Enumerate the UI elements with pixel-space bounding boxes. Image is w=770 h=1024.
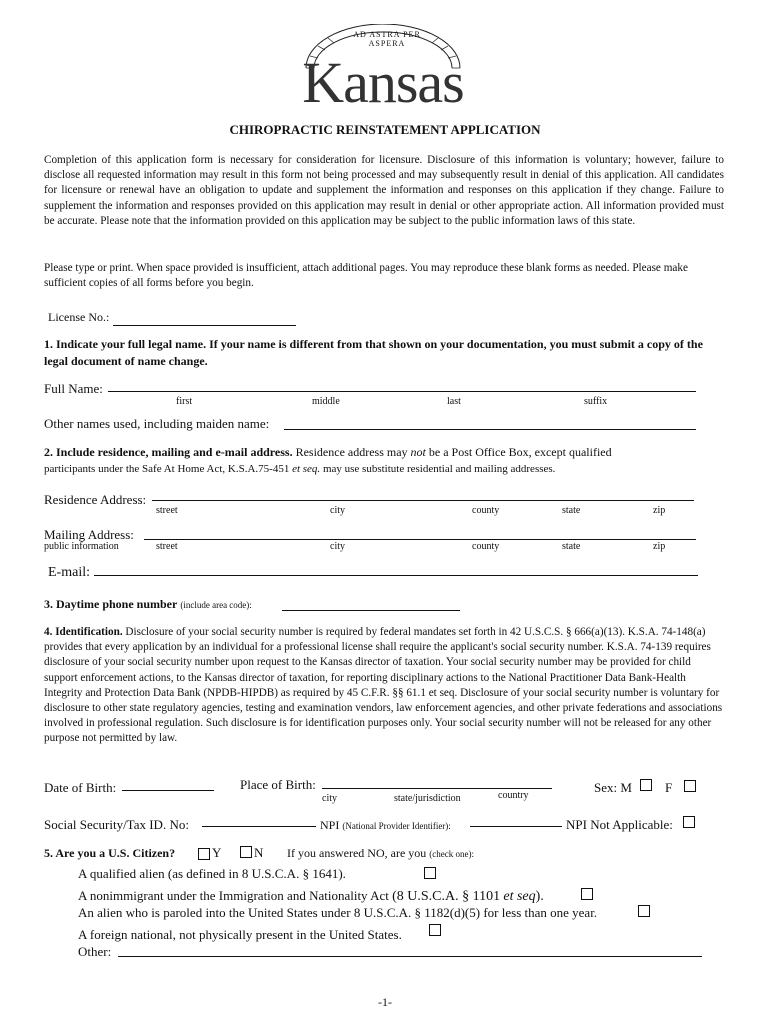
pob-field[interactable] [322,788,552,789]
license-field[interactable] [113,325,296,326]
section5-heading: 5. Are you a U.S. Citizen? [44,846,176,860]
section4-text: Disclosure of your social security number is required by federal mandates set forth in 42 U.S.C.S. § 666(a)(13). K.S.A. 74-148(a) provides that every application by an individual for a professional license shall require the applicant's social security number. K.S.A. 74-139 requires disclosure of your social security number upon request to the Kansas director of taxation. Your social security number may be provided for child support enforcement actions, to the Kansas director of taxation, for reporting disciplinary actions to the National Practitioner Data Bank-Health Integrity and Protection Data Bank (NPDB-HIPDB) as required by 45 C.F.R. §§ 61.1 et seq. Disclosure of your social security number is voluntary for disclosure to other state regulatory agencies, testing and examination vendors, law enforcement agencies, and other private federations and associations involved in professional regulation. Such disclosure is for identification purposes only. Your social security number will not be released for any other purpose not permitted by law. [44,626,723,745]
opt3-label: An alien who is paroled into the United States under 8 U.S.C.A. § 1182(d)(5) for less than one year. [78,905,598,920]
other-field[interactable] [118,956,702,957]
section2-line2-a: participants under the Safe At Home Act, K.S.A.75-451 [44,463,290,475]
check-one-note: (check one): [429,849,475,859]
mail-sub-city: city [330,541,345,552]
res-sub-city: city [330,505,345,516]
full-name-field[interactable] [108,391,696,392]
dob-field[interactable] [122,790,214,791]
opt2-d: ). [535,889,544,904]
res-sub-county: county [472,505,500,516]
opt4-checkbox[interactable] [429,924,441,936]
opt2-label [78,888,544,905]
mail-sub-state: state [562,541,581,552]
sex-f-label: F [665,780,673,795]
name-sub-last: last [447,396,461,407]
mail-sub-zip: zip [653,541,666,552]
instructions-paragraph: Please type or print. When space provided is insufficient, attach additional pages. You may reproduce these blank forms as needed. Please make sufficient copies of all forms before you begin. [44,262,688,290]
opt3-checkbox[interactable] [638,905,650,917]
npi-field[interactable] [470,826,562,827]
section2-heading-b: be a Post Office Box, except qualified [428,445,612,459]
name-sub-middle: middle [312,396,340,407]
opt4-label: A foreign national, not physically present in the United States. [78,927,402,942]
ssn-label: Social Security/Tax ID. No: [44,817,189,832]
opt2-b: (8 U.S.C.A. § 1101 [392,889,501,904]
res-sub-state: state [562,505,581,516]
kansas-logo [288,24,478,115]
email-label: E-mail: [48,565,90,580]
page-title: CHIROPRACTIC REINSTATEMENT APPLICATION [229,122,541,137]
license-label: License No.: [48,310,110,324]
section2-heading-not: not [410,445,426,459]
if-no-label: If you answered NO, are you [287,846,427,860]
citizen-y-checkbox[interactable] [198,848,210,860]
public-info-note: public information [44,541,119,552]
logo-wordmark: Kansas [302,50,464,115]
npi-note: (National Provider Identifier): [342,821,451,831]
opt1-label: A qualified alien (as defined in 8 U.S.C.A. § 1641). [78,866,346,881]
opt2-c: et seq [503,889,536,904]
pob-sub-city: city [322,793,337,804]
name-sub-suffix: suffix [584,396,608,407]
pob-label: Place of Birth: [240,777,316,792]
sex-m-checkbox[interactable] [640,779,652,791]
dob-label: Date of Birth: [44,780,117,795]
intro-paragraph: Completion of this application form is necessary for consideration for licensure. Disclosure of this information is voluntary; however, failure to disclose all requested information may result in this form not being processed and may subsequently result in denial of this application. All candidates for licensure or renewal have an obligation to update and supplement the information and responses on this application if they change. Failure to supplement the information and responses provided on this application may result in denial or other appropriate action. All information provided must be accurate. Please note that the information provided on this application may be subject to the public information laws of this state. [44,154,724,227]
opt2-a: A nonimmigrant under the Immigration and Nationality Act [78,888,389,903]
section1-heading: 1. Indicate your full legal name. If your name is different from that shown on your documentation, you must submit a copy of the legal document of name change. [44,337,703,368]
section3 [44,597,252,612]
mailing-label: Mailing Address: [44,527,134,542]
section4-heading: 4. Identification. [44,626,123,638]
ssn-field[interactable] [202,826,316,827]
full-name-label: Full Name: [44,381,103,396]
if-no-text [287,846,474,861]
other-label: Other: [78,944,112,959]
sex-f-checkbox[interactable] [684,780,696,792]
citizen-y-label: Y [212,845,222,860]
other-names-label: Other names used, including maiden name: [44,416,270,431]
other-names-field[interactable] [284,429,696,430]
phone-note: (include area code): [180,600,252,610]
res-sub-street: street [156,505,178,516]
mail-sub-street: street [156,541,178,552]
section2-line2-etseq: et seq. [292,463,321,475]
section2-line2-b: may use substitute residential and mailing addresses. [322,463,556,475]
citizen-n-label: N [254,845,264,860]
residence-field[interactable] [152,500,694,501]
mailing-field[interactable] [144,539,696,540]
section2-heading-a: Residence address may [295,445,408,459]
pob-sub-country: country [498,790,529,801]
phone-field[interactable] [282,610,460,611]
residence-label: Residence Address: [44,492,147,507]
email-field[interactable] [94,575,698,576]
section2-line2 [44,463,555,475]
npi-label: NPI [320,818,340,832]
mail-sub-county: county [472,541,500,552]
pob-sub-state: state/jurisdiction [394,793,461,804]
section2-heading-bold: 2. Include residence, mailing and e-mail address. [44,445,293,459]
res-sub-zip: zip [653,505,666,516]
section2-heading [44,445,724,460]
citizen-n-checkbox[interactable] [240,846,252,858]
npi-na-checkbox[interactable] [683,816,695,828]
logo-motto: AD ASTRA PER ASPERA [353,30,421,48]
page-number: -1- [378,995,392,1009]
phone-label: 3. Daytime phone number [44,597,178,611]
opt2-checkbox[interactable] [581,888,593,900]
section4-paragraph [44,625,724,747]
npi-na-label: NPI Not Applicable: [566,817,673,832]
opt1-checkbox[interactable] [424,867,436,879]
name-sub-first: first [176,396,193,407]
sex-label: Sex: M [594,780,632,795]
npi-group [320,818,451,833]
